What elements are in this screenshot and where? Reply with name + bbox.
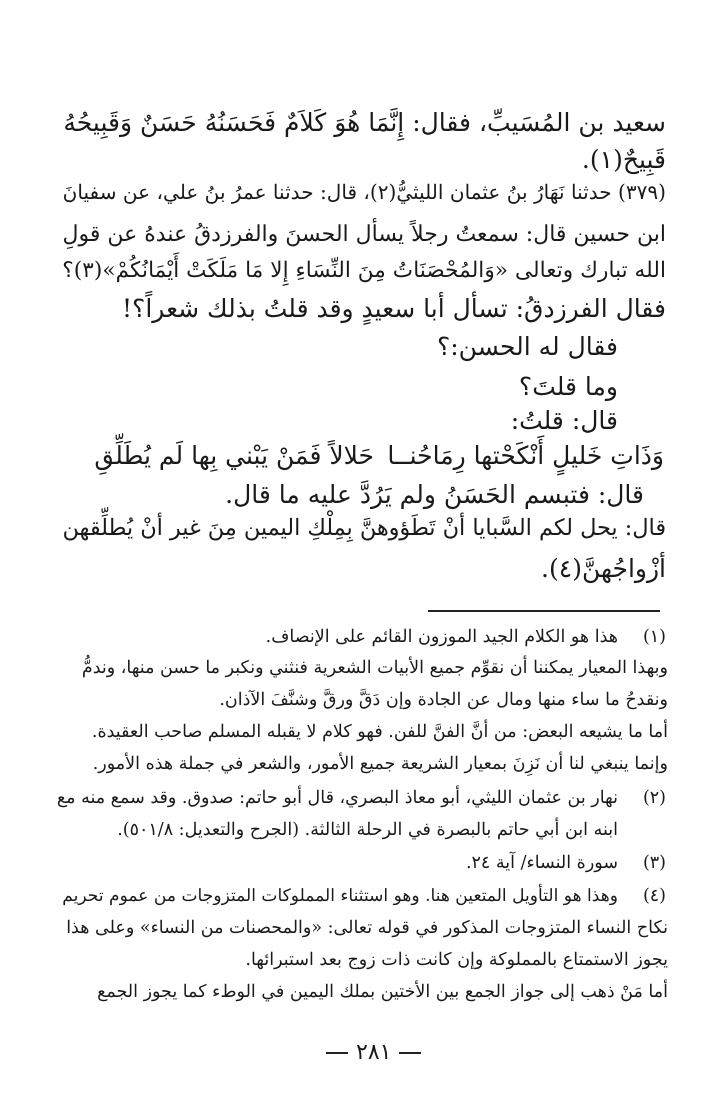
footnote-line: أما مَنْ ذهب إلى جواز الجمع بين الأختين بملك اليمين في الوطء كما يجوز الجمع [97,982,668,1002]
main-text-line: فقال الفرزدقُ: تسأل أبا سعيدٍ وقد قلتُ بذلك شعراً؟! [122,294,666,323]
verse-second-hemistich: حَلالاً فَمَنْ يَبْني بِها لَم يُطَلِّقِ [94,441,374,470]
footnote-line: ابنه ابن أبي حاتم بالبصرة في الرحلة الثالثة. (الجرح والتعديل: ٥٠١/٨). [117,820,618,840]
main-text-line: ابن حسين قال: سمعتُ رجلاً يسأل الحسنَ والفرزدقُ عندهُ عن قولِ [62,222,666,247]
main-text-line: فقال له الحسن:؟ [436,332,618,361]
main-text-line: قال: يحل لكم السَّبايا أنْ تَطَؤوهنَّ بِمِلْكِ اليمين مِنَ غير أنْ يُطلِّقهن [62,515,666,541]
footnote-separator [428,610,660,612]
main-text-line: الله تبارك وتعالى «وَالمُحْصَنَاتُ مِنَ النِّسَاءِ إِلا مَا مَلَكَتْ أَيْمَانُكُمْ»(٣)؟ [62,258,666,283]
footnote-line: أما ما يشيعه البعض: من أنَّ الفنَّ للفن. فهو كلام لا يقبله المسلم صاحب العقيدة. [91,722,668,742]
main-text-line: (٣٧٩) حدثنا نَهَارُ بنُ عثمان الليثيُّ(٢)، قال: حدثنا عمرُ بنُ علي، عن سفيانَ [62,180,666,204]
verse-first-hemistich: وَذَاتِ خَليلٍ أَنْكَحْتها رِمَاحُنــا [387,441,664,470]
footnote-line: سورة النساء/ آية ٢٤. [465,853,618,873]
footnote-number: (٣) [642,853,666,873]
page-number-dash [326,1052,348,1054]
footnote-line: يجوز الاستمتاع بالمملوكة وإن كانت ذات زوج بعد استبرائها. [245,950,668,970]
footnote-line: نهار بن عثمان الليثي، أبو معاذ البصري، قال أبو حاتم: صدوق. وقد سمع منه مع [56,788,618,808]
main-text-line: قال: قلتُ: [510,406,618,435]
footnote-line: وإنما ينبغي لنا أن نَزِنَ بمعيار الشريعة جميع الأمور، والشعر في جملة هذه الأمور. [92,754,668,774]
main-text-line: قَبِيحٌ(١). [581,145,666,174]
main-text-line: قال: فتبسم الحَسَنُ ولم يَرُدَّ عليه ما قال. [225,480,644,509]
page-number-text: ٢٨١ [356,1040,392,1065]
footnote-line: هذا هو الكلام الجيد الموزون القائم على الإنصاف. [265,627,618,647]
page-number-dash [399,1052,421,1054]
footnote-line: وهذا هو التأويل المتعين هنا. وهو استثناء المملوكات المتزوجات من عموم تحريم [62,886,618,906]
main-text-line: أزْواجُهنَّ(٤). [541,554,666,583]
footnote-line: ونقدحُ ما ساء منها ومال عن الجادة وإن دَقَّ ورقَّ وشنَّفَ الآذان. [219,690,668,710]
footnote-number: (٢) [642,788,666,808]
footnote-number: (٤) [642,886,666,906]
footnote-line: وبهذا المعيار يمكننا أن نقوِّم جميع الأبيات الشعرية فنثني ونكبر ما حسن منها، وندمُّ [81,658,668,678]
footnote-line: نكاح النساء المتزوجات المذكور في قوله تعالى: «والمحصنات من النساء» وعلى هذا [66,918,668,938]
main-text-line: وما قلتَ؟ [518,372,618,401]
footnote-number: (١) [642,627,666,647]
main-text-line: سعيد بن المُسَيبِّ، فقال: إِنَّمَا هُوَ كَلاَمٌ فَحَسَنُهُ حَسَنٌ وَقَبِيحُهُ [63,108,666,137]
page-number [318,1040,429,1065]
